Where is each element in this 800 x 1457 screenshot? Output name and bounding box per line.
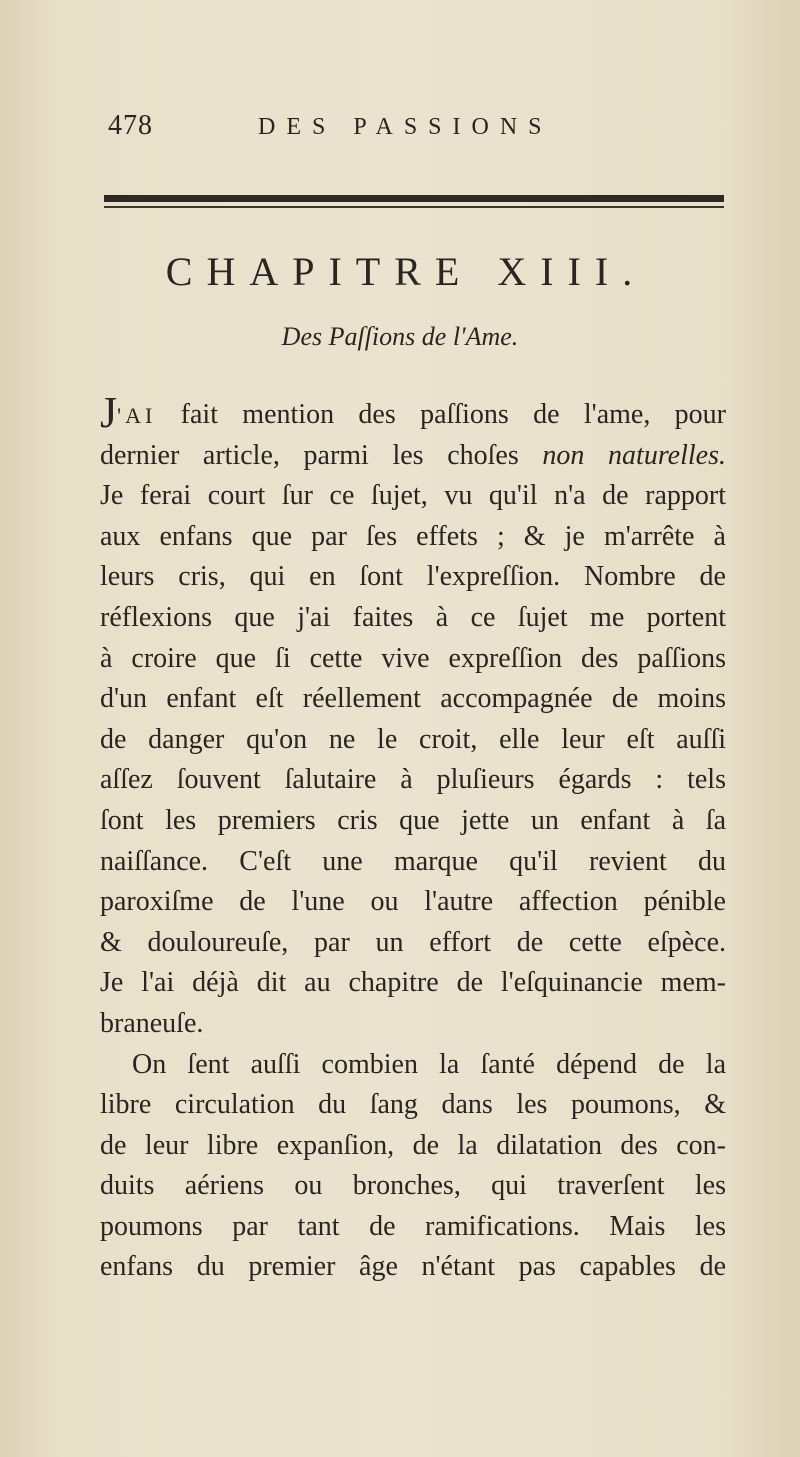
text-line: ſont les premiers cris que jette un enfant à ſa xyxy=(100,804,726,836)
drop-cap: J xyxy=(100,388,118,437)
text-line: aux enfans que par ſes effets ; & je m'arrête à xyxy=(100,520,726,552)
text-line: paroxiſme de l'une ou l'autre affection pénible xyxy=(100,886,726,918)
italic-run: non naturelles. xyxy=(542,439,726,471)
text-line: de leur libre expanſion, de la dilatation des con- xyxy=(100,1129,726,1161)
text-line xyxy=(100,388,726,437)
text-run: fait mention des paſſions de l'ame, pour xyxy=(156,399,726,430)
text-line: de danger qu'on ne le croit, elle leur eſt auſſi xyxy=(100,723,726,755)
text-run: dernier article, parmi les choſes xyxy=(100,439,543,471)
running-head: DES PASSIONS xyxy=(258,114,553,140)
text-line: réflexions que j'ai faites à ce ſujet me portent xyxy=(100,601,726,633)
text-line: à croire que ſi cette vive expreſſion des paſſions xyxy=(100,642,726,674)
page-header xyxy=(108,110,728,146)
text-line: & douloureuſe, par un effort de cette eſpèce. xyxy=(100,926,726,958)
text-line: braneuſe. xyxy=(100,1007,204,1039)
text-line: On ſent auſſi combien la ſanté dépend de la xyxy=(132,1048,726,1080)
text-line xyxy=(100,436,726,477)
text-line: enfans du premier âge n'étant pas capables de xyxy=(100,1251,726,1283)
small-caps-run: 'AI xyxy=(117,403,157,428)
text-line: leurs cris, qui en ſont l'expreſſion. Nombre de xyxy=(100,561,726,593)
text-line: poumons par tant de ramifications. Mais les xyxy=(100,1210,726,1242)
text-line: d'un enfant eſt réellement accompagnée de moins xyxy=(100,683,726,715)
text-line: duits aériens ou bronches, qui traverſent les xyxy=(100,1170,726,1202)
header-rule-thick xyxy=(104,195,724,202)
chapter-title: CHAPITRE XIII. xyxy=(165,249,647,294)
chapter-subtitle: Des Paſſions de l'Ame. xyxy=(281,322,519,351)
text-line: aſſez ſouvent ſalutaire à pluſieurs égards : tels xyxy=(100,764,726,796)
body-text xyxy=(100,388,726,1288)
text-line: naiſſance. C'eſt une marque qu'il revient du xyxy=(100,845,726,877)
text-line: Je l'ai déjà dit au chapitre de l'eſquinancie mem- xyxy=(100,967,726,999)
text-line: Je ferai court ſur ce ſujet, vu qu'il n'a de rapport xyxy=(100,480,726,512)
text-line: libre circulation du ſang dans les poumons, & xyxy=(100,1089,726,1121)
page-number: 478 xyxy=(108,110,153,141)
header-rule-thin xyxy=(104,206,724,208)
